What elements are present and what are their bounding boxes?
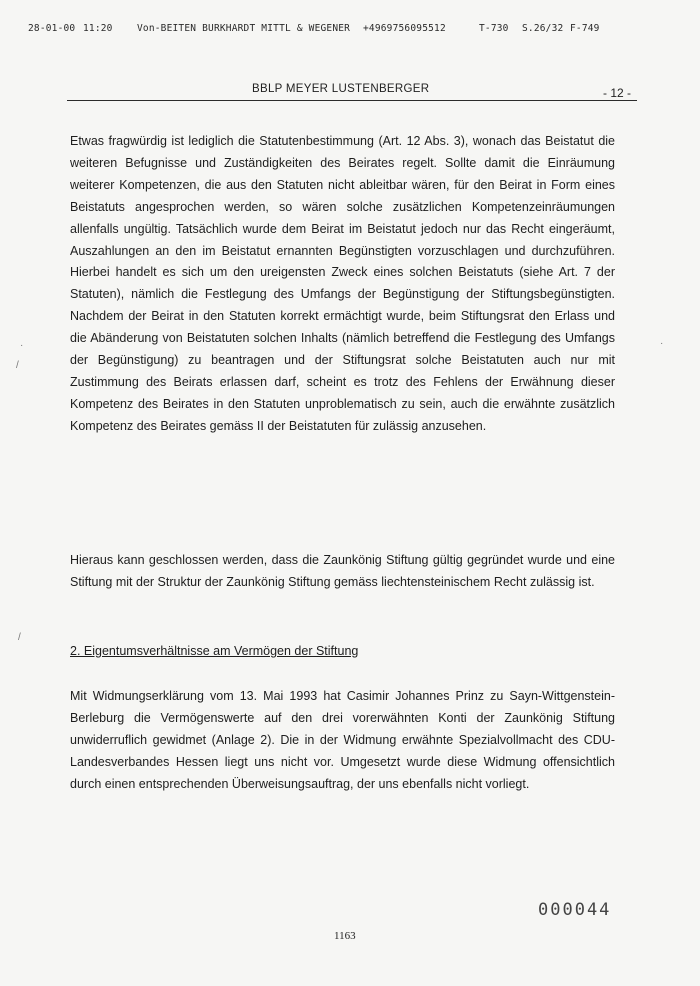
- scan-speck: /: [18, 632, 21, 643]
- scan-speck: ·: [20, 340, 24, 351]
- fax-code: T-730: [479, 23, 509, 34]
- document-number-stamp: 000044: [538, 900, 612, 920]
- fax-number: +4969756095512: [363, 23, 446, 34]
- fax-page-count: S.26/32: [522, 23, 564, 34]
- header-rule: [67, 100, 637, 101]
- scan-speck: ·: [660, 338, 664, 349]
- scan-speck: /: [16, 360, 19, 371]
- fax-date: 28-01-00: [28, 23, 76, 34]
- paragraph-conclusion: Hieraus kann geschlossen werden, dass die Zaunkönig Stiftung gültig gegründet wurde und eine Stiftung mit der Struktur der Zaunkönig Stiftung gemäss liechtensteinischem Recht zulässig ist.: [70, 553, 615, 589]
- fax-job-number: F-749: [570, 23, 600, 34]
- archive-page-number: 1163: [334, 930, 356, 942]
- fax-time: 11:20: [83, 23, 113, 34]
- fax-transmission-header: [0, 23, 700, 37]
- page-number: - 12 -: [603, 86, 632, 100]
- paragraph-widmung: Mit Widmungserklärung vom 13. Mai 1993 hat Casimir Johannes Prinz zu Sayn-Wittgenstein-Berleburg die Vermögenswerte auf den drei vorerwähnten Konti der Zaunkönig Stiftung unwiderruflich gewidmet (Anlage 2). Die in der Widmung erwähnte Spezialvollmacht des CDU-Landesverbandes Hessen liegt uns nicht vor. Umgesetzt wurde diese Widmung offensichtlich durch einen entsprechenden Überweisungsauftrag, der uns ebenfalls nicht vorliegt.: [70, 689, 615, 791]
- paragraph-beirat-kompetenz: Etwas fragwürdig ist lediglich die Statutenbestimmung (Art. 12 Abs. 3), wonach das Beistatut die weiteren Befugnisse und Zuständigkeiten des Beirates regelt. Sollte damit die Einräumung weiterer Kompetenzen, die aus den Statuten nicht ableitbar wären, für den Beirat in Form eines Beistatuts angesprochen werden, so wären solche zusätzlichen Kompetenzeinräumungen allenfalls ungültig. Tatsächlich wurde dem Beirat im Beistatut jedoch nur das Recht eingeräumt, Auszahlungen an den im Beistatut ernannten Begünstigten vorzuschlagen und durchzuführen. Hierbei handelt es sich um den ureigensten Zweck eines solchen Beistatuts (siehe Art. 7 der Statuten), nämlich die Festlegung des Umfangs der Begünstigung der Stiftungsbegünstigten. Nachdem der Beirat in den Statuten korrekt ermächtigt wurde, beim Stiftungsrat den Erlass und die Abänderung von Beistatuten solchen Inhalts (nämlich betreffend die Festlegung des Umfangs der Begünstigung) zu beantragen und der Stiftungsrat solche Beistatuten auch nur mit Zustimmung des Beirats erlassen darf, scheint es trotz des Fehlens der Erwähnung dieser Kompetenz des Beirates in den Statuten unproblematisch zu sein, auch die erwähnte zusätzlich Kompetenz des Beirates gemäss II der Beistatuten für zulässig anzusehen.: [70, 134, 615, 433]
- firm-letterhead: BBLP MEYER LUSTENBERGER: [252, 83, 430, 95]
- section-heading: 2. Eigentumsverhältnisse am Vermögen der Stiftung: [70, 644, 359, 658]
- fax-sender: Von-BEITEN BURKHARDT MITTL & WEGENER: [137, 23, 351, 34]
